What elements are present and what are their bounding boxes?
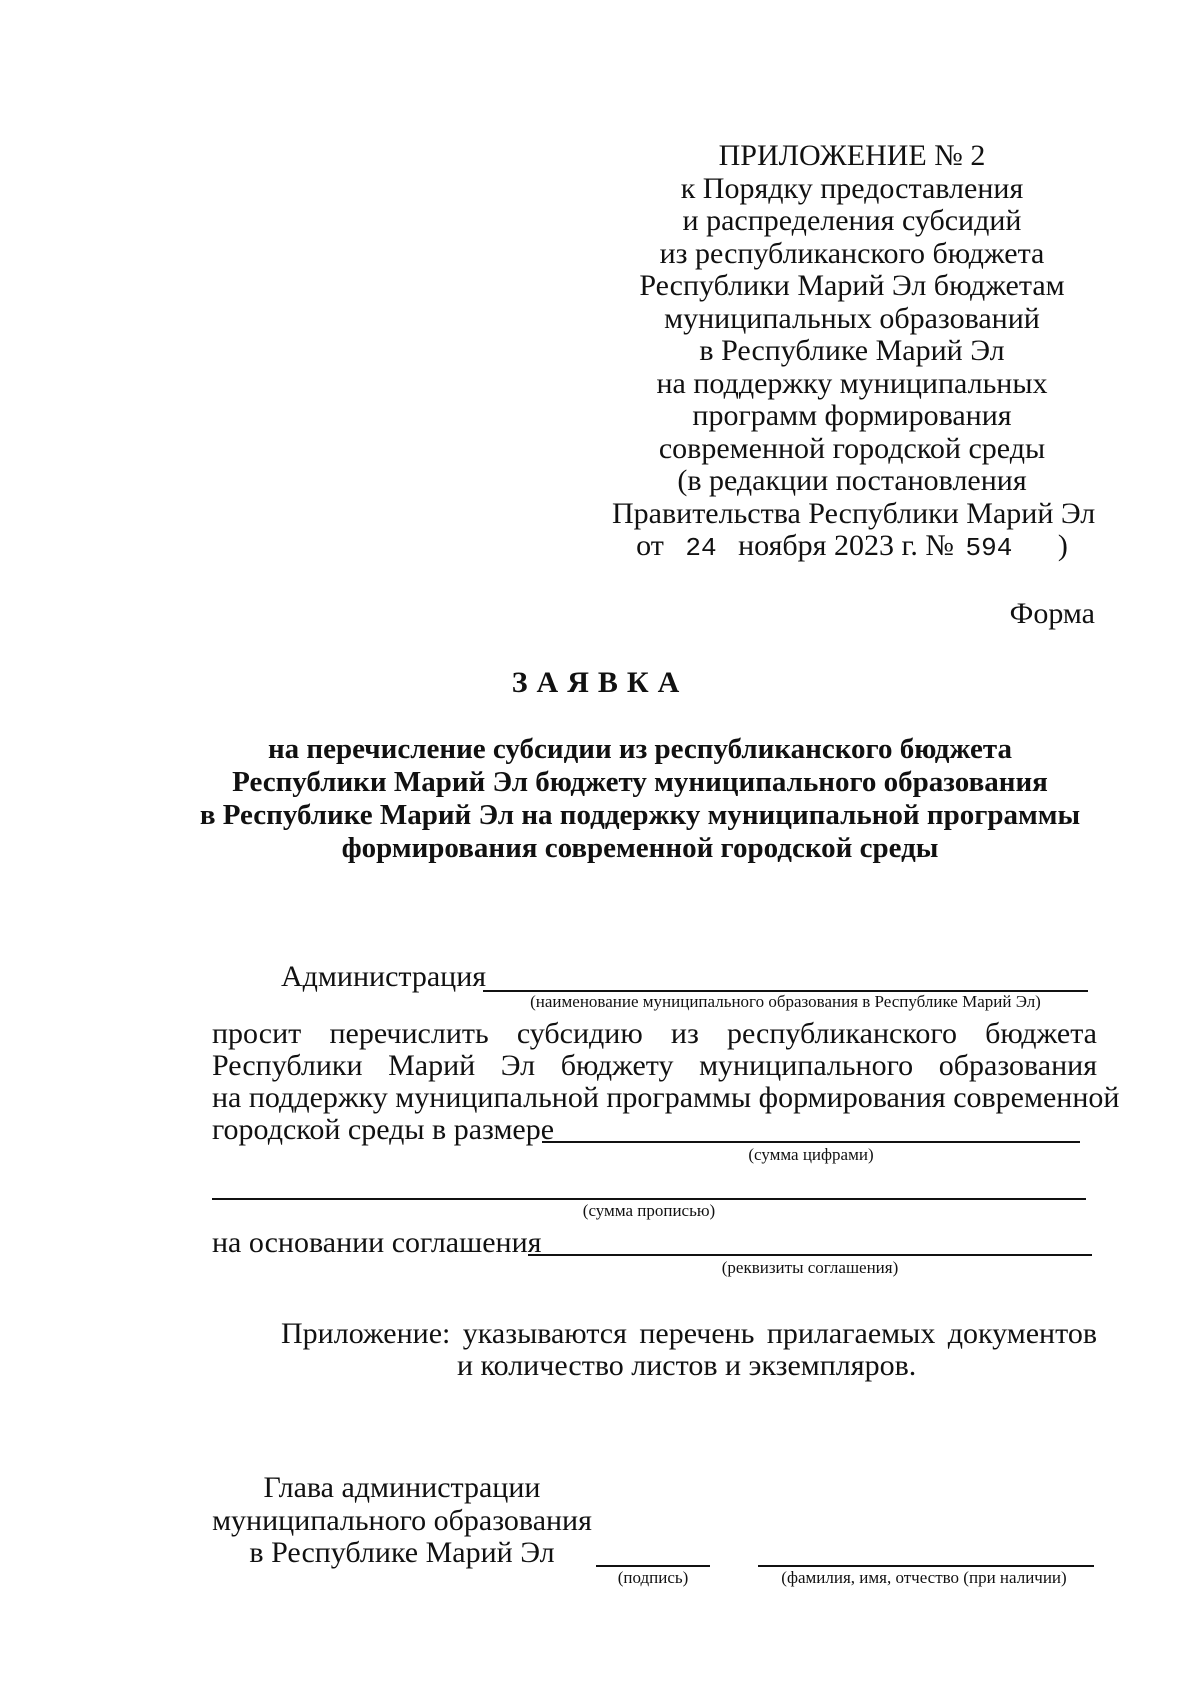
subtitle-line: Республики Марий Эл бюджету муниципального образования — [232, 766, 1048, 798]
appendix-date-line — [612, 530, 1092, 565]
appendix-line: Республики Марий Эл бюджетам — [639, 269, 1065, 302]
appendix-line: из республиканского бюджета — [659, 236, 1045, 270]
date-rest: ноября 2023 г. № — [738, 529, 954, 562]
appendix-line: на поддержку муниципальных — [656, 366, 1048, 400]
appendix-line: ПРИЛОЖЕНИЕ № 2 — [718, 139, 986, 172]
subtitle-line: в Республике Марий Эл на поддержку муниципальной программы — [199, 799, 1081, 831]
admin-label: Администрация — [281, 960, 487, 993]
signature-field[interactable] — [596, 1565, 710, 1567]
appendix-line: в Республике Марий Эл — [699, 334, 1005, 367]
appendix-line: муниципальных образований — [664, 301, 1040, 335]
document-subtitle — [140, 733, 1140, 865]
request-para-line: просит перечислить субсидию из республиканского бюджета — [212, 1017, 1097, 1050]
sum-words-field[interactable] — [212, 1198, 1086, 1200]
sum-digits-caption: (сумма цифрами) — [748, 1145, 874, 1164]
date-prefix: от — [636, 529, 664, 562]
admin-caption: (наименование муниципального образования в Республике Марий Эл) — [530, 992, 1041, 1011]
appendix-header — [612, 139, 1096, 565]
document-number: 594 — [965, 533, 1013, 563]
attachment-line: и количество листов и экземпляров. — [457, 1349, 917, 1382]
signatory-title — [212, 1472, 592, 1570]
sum-words-caption: (сумма прописью) — [582, 1201, 716, 1220]
full-name-field[interactable] — [758, 1565, 1094, 1567]
agreement-label: на основании соглашения — [212, 1226, 542, 1259]
signature-caption: (подпись) — [617, 1568, 689, 1587]
appendix-line: Правительства Республики Марий Эл — [612, 496, 1096, 530]
request-para-line: городской среды в размере — [212, 1113, 555, 1146]
subtitle-line: формирования современной городской среды — [341, 832, 939, 864]
sum-digits-field[interactable] — [542, 1141, 1080, 1143]
signatory-title-line: муниципального образования — [212, 1503, 592, 1537]
subtitle-line: на перечисление субсидии из республиканского бюджета — [267, 733, 1013, 765]
agreement-caption: (реквизиты соглашения) — [721, 1258, 899, 1277]
request-para-line: Республики Марий Эл бюджету муниципального образования — [212, 1049, 1097, 1082]
date-day: 24 — [685, 533, 717, 563]
attachment-line: Приложение: указываются перечень прилагаемых документов — [281, 1317, 1097, 1350]
appendix-line: программ формирования — [692, 399, 1012, 432]
signatory-title-line: в Республике Марий Эл — [249, 1536, 555, 1569]
full-name-caption: (фамилия, имя, отчество (при наличии) — [781, 1568, 1067, 1587]
form-label: Форма — [1009, 597, 1095, 630]
appendix-line: современной городской среды — [658, 431, 1046, 465]
request-para-line: на поддержку муниципальной программы формирования современной — [212, 1081, 1120, 1114]
agreement-field[interactable] — [528, 1254, 1092, 1256]
signatory-title-line: Глава администрации — [263, 1471, 541, 1504]
appendix-line: к Порядку предоставления — [680, 171, 1024, 205]
date-close: ) — [1057, 529, 1068, 562]
appendix-line: (в редакции постановления — [677, 464, 1027, 497]
appendix-line: и распределения субсидий — [682, 204, 1022, 237]
document-title: ЗАЯВКА — [511, 666, 689, 699]
